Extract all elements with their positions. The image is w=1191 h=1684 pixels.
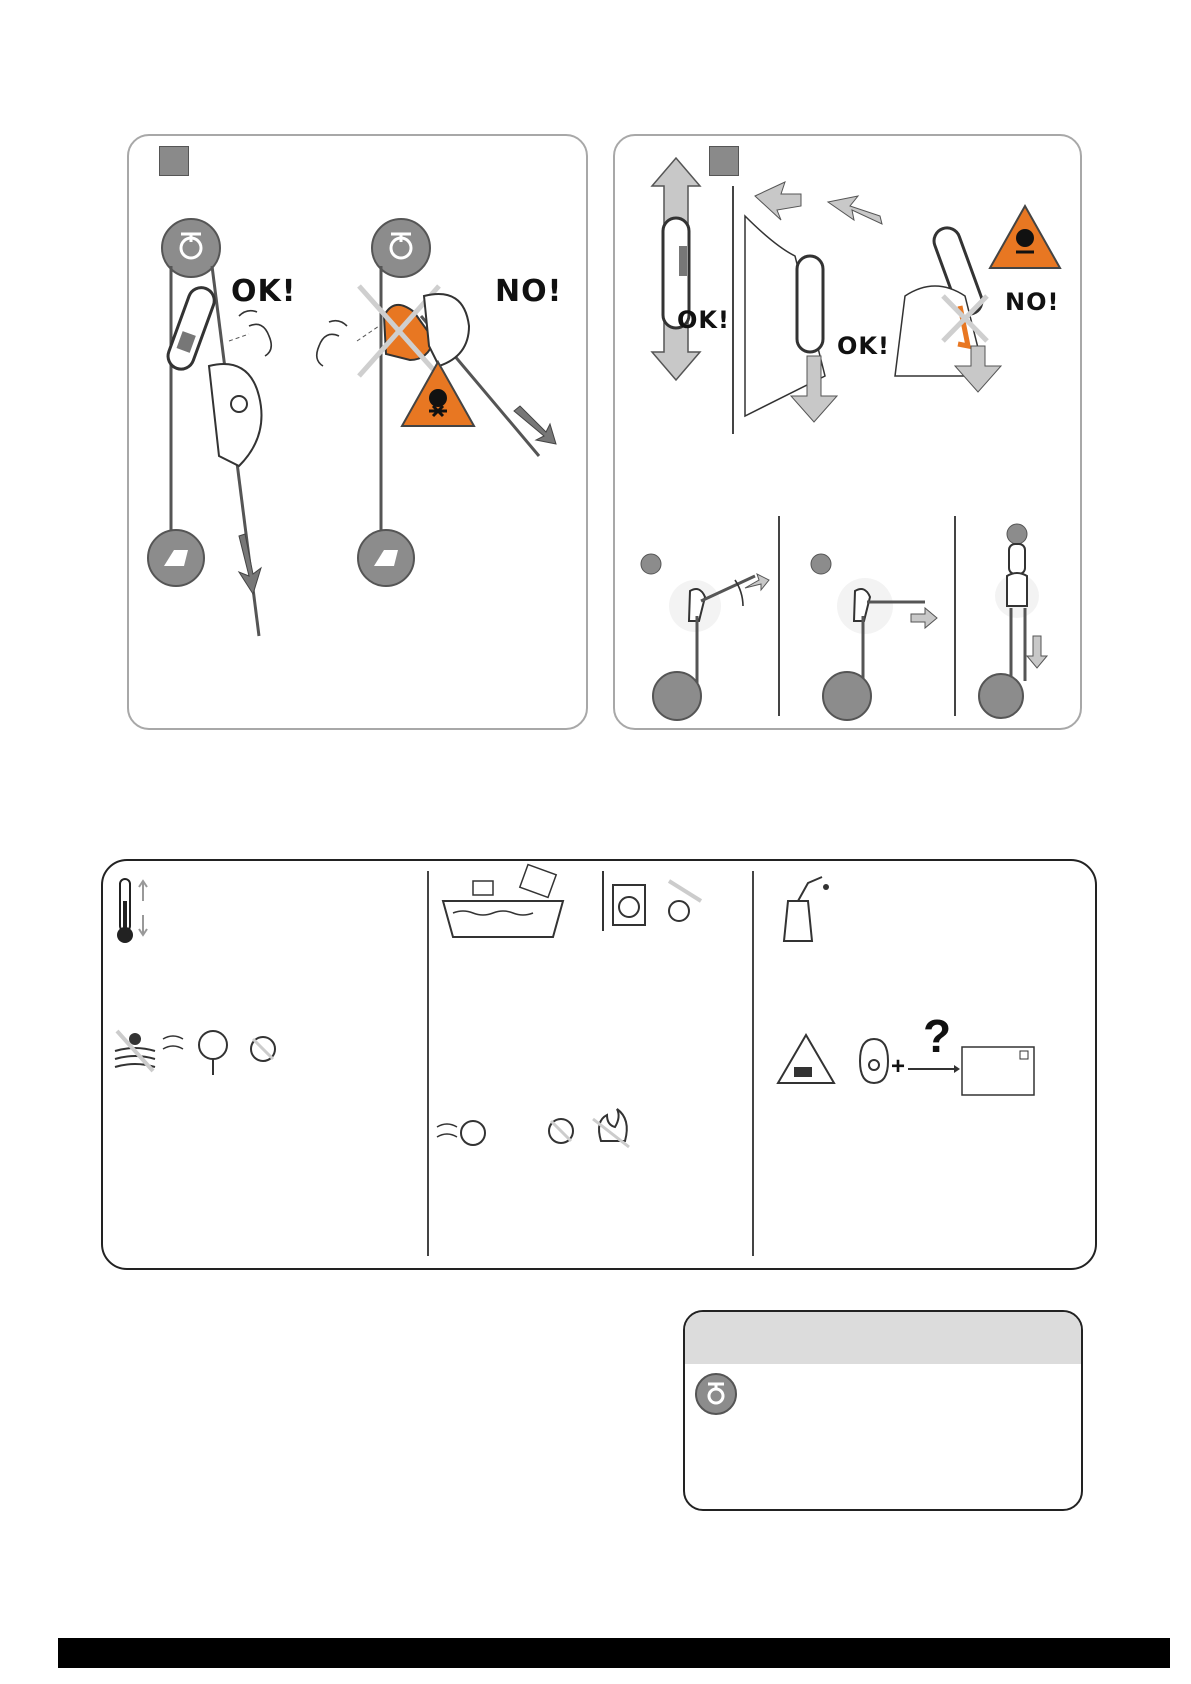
question-mark: ?	[923, 1010, 952, 1062]
anchor-icon	[1007, 524, 1027, 544]
sun-icon	[251, 1037, 275, 1061]
no-label-a: NO!	[495, 274, 563, 309]
lubricant-bottle-icon	[784, 877, 829, 941]
info-box-header	[685, 1312, 1081, 1364]
document-icon	[962, 1047, 1034, 1095]
plus-sign: +	[891, 1053, 906, 1080]
anchor-icon	[811, 554, 831, 574]
no-label-b: NO!	[1005, 288, 1060, 316]
figure-panel-b	[613, 134, 1082, 730]
fan-icon	[437, 1121, 485, 1145]
load-icon	[358, 530, 414, 586]
storage-icons	[103, 861, 423, 1261]
illustration-no-pulley	[129, 136, 590, 732]
care-panel	[101, 859, 1097, 1270]
ok-label-b2: OK!	[837, 332, 890, 360]
load-icon	[823, 672, 871, 720]
thermometer-icon	[117, 879, 147, 943]
anchor-icon	[641, 554, 661, 574]
cleaning-icons	[433, 861, 753, 1261]
pulley-icon	[860, 1039, 888, 1083]
chemical-hazard-icon	[778, 1035, 834, 1083]
warning-skull-icon	[990, 206, 1060, 268]
maintenance-icons	[758, 861, 1078, 1261]
fire-icon	[593, 1109, 629, 1147]
washing-tub-icon	[443, 865, 563, 937]
care-divider-1	[427, 871, 429, 1256]
anchor-icon	[694, 1372, 742, 1420]
ok-label-b1: OK!	[677, 306, 730, 334]
washing-machine-icon	[613, 885, 645, 925]
arrow-icon	[908, 1065, 960, 1073]
warning-skull-icon	[402, 362, 474, 426]
pressure-washer-icon	[669, 881, 701, 921]
load-icon	[979, 674, 1023, 718]
ok-label-a: OK!	[231, 274, 297, 309]
fan-icon	[163, 1031, 227, 1075]
stacked-rope-icon	[115, 1031, 155, 1071]
figure-panel-a	[127, 134, 588, 730]
info-box	[683, 1310, 1083, 1511]
sun-icon	[549, 1119, 573, 1143]
load-icon	[653, 672, 701, 720]
illustration-carabiner-loading	[615, 136, 1084, 732]
footer-bar	[58, 1638, 1170, 1668]
